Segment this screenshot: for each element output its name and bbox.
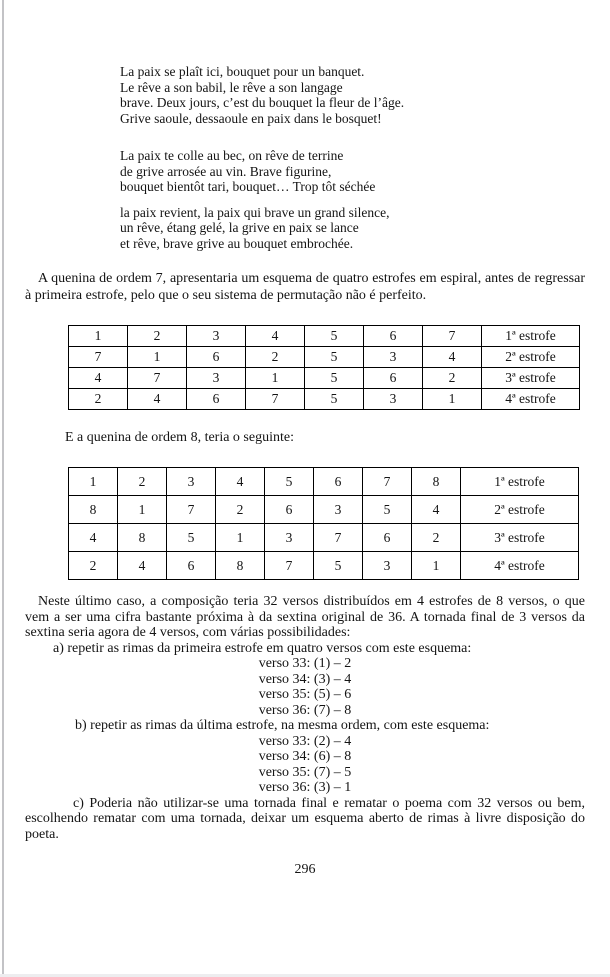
scan-edge-left	[2, 0, 4, 977]
table-cell: 1	[69, 326, 128, 347]
table-cell: 5	[265, 468, 314, 496]
table-cell: 3	[364, 389, 423, 410]
table-cell: 3	[187, 326, 246, 347]
table-row	[69, 368, 580, 389]
table-cell: 5	[363, 496, 412, 524]
table-cell: 7	[128, 368, 187, 389]
table-cell: 2	[69, 552, 118, 580]
table-cell: 4	[69, 368, 128, 389]
table-cell: 6	[265, 496, 314, 524]
table-cell: 8	[69, 496, 118, 524]
table-cell: 2	[423, 368, 482, 389]
poem-line: un rêve, étang gelé, la grive en paix se lance	[120, 220, 359, 235]
table-cell: 4	[246, 326, 305, 347]
table-row	[69, 326, 580, 347]
poem-line: Le rêve a son babil, le rêve a son langage	[120, 79, 343, 95]
verse-scheme-b	[25, 734, 585, 796]
poem-stanza	[120, 64, 585, 126]
table-cell: 5	[305, 368, 364, 389]
table-cell: 2	[69, 389, 128, 410]
table-row	[69, 496, 579, 524]
paragraph-quenina-7: A quenina de ordem 7, apresentaria um esquema de quatro estrofes em espiral, antes de regressar à primeira estrofe, pelo que o seu sistema de permutação não é perfeito.	[25, 271, 585, 303]
discussion-section	[25, 594, 585, 842]
verse-line: verso 36: (7) – 8	[258, 702, 352, 718]
stanza-label-cell: 3ª estrofe	[482, 368, 580, 389]
table-cell: 3	[364, 347, 423, 368]
table-cell: 4	[423, 347, 482, 368]
verse-line: verso 34: (3) – 4	[258, 671, 352, 687]
table-cell: 4	[128, 389, 187, 410]
poem-line: et rêve, brave grive au bouquet embrochée.	[120, 235, 354, 251]
table-cell: 7	[69, 347, 128, 368]
poem-line: de grive arrosée au vin. Brave figurine,	[120, 163, 332, 179]
poem-block	[120, 64, 585, 251]
table-cell: 3	[187, 368, 246, 389]
table-row	[69, 389, 580, 410]
stanza-label-cell: 1ª estrofe	[461, 468, 579, 496]
table-cell: 5	[305, 389, 364, 410]
table-cell: 1	[128, 347, 187, 368]
table-cell: 2	[118, 468, 167, 496]
stanza-label-cell: 2ª estrofe	[461, 496, 579, 524]
list-item-b: b) repetir as rimas da última estrofe, na mesma ordem, com este esquema:	[75, 718, 490, 733]
table-cell: 3	[314, 496, 363, 524]
table-cell: 5	[305, 326, 364, 347]
page-number: 296	[294, 862, 316, 877]
table-cell: 1	[69, 468, 118, 496]
poem-stanza	[120, 148, 585, 195]
poem-line: Grive saoule, dessaoule en paix dans le bosquet!	[120, 110, 382, 126]
table-cell: 2	[216, 496, 265, 524]
table-cell: 3	[167, 468, 216, 496]
table-cell: 3	[363, 552, 412, 580]
table-cell: 6	[314, 468, 363, 496]
verse-line: verso 35: (7) – 5	[258, 764, 352, 780]
table-cell: 5	[314, 552, 363, 580]
poem-stanza	[120, 205, 585, 252]
stanza-label-cell: 4ª estrofe	[482, 389, 580, 410]
table-cell: 4	[69, 524, 118, 552]
table-cell: 6	[187, 347, 246, 368]
table-row	[69, 468, 579, 496]
stanza-label-cell: 3ª estrofe	[461, 524, 579, 552]
page-content	[0, 64, 610, 878]
table-cell: 2	[246, 347, 305, 368]
table-cell: 4	[412, 496, 461, 524]
table-cell: 7	[246, 389, 305, 410]
verse-line: verso 34: (6) – 8	[258, 749, 352, 764]
table-cell: 8	[118, 524, 167, 552]
table-cell: 7	[265, 552, 314, 580]
poem-line: la paix revient, la paix qui brave un grand silence,	[120, 204, 390, 220]
quenina-order-7-table	[68, 325, 580, 410]
table-cell: 8	[216, 552, 265, 580]
poem-line: bouquet bientôt tari, bouquet… Trop tôt séchée	[120, 179, 376, 194]
table-cell: 1	[423, 389, 482, 410]
table-cell: 4	[216, 468, 265, 496]
table-cell: 7	[314, 524, 363, 552]
table-cell: 2	[412, 524, 461, 552]
list-item-c: c) Poderia não utilizar-se uma tornada final e rematar o poema com 32 versos ou bem, escolhendo rematar com uma tornada, deixar um esquema aberto de rimas à livre disposição do poeta.	[25, 795, 585, 842]
verse-scheme-a	[25, 656, 585, 718]
stanza-label-cell: 4ª estrofe	[461, 552, 579, 580]
verse-line: verso 33: (2) – 4	[258, 733, 352, 749]
table-cell: 6	[363, 524, 412, 552]
table-cell: 6	[364, 326, 423, 347]
table-cell: 2	[128, 326, 187, 347]
table-cell: 3	[265, 524, 314, 552]
table-row	[69, 552, 579, 580]
verse-line: verso 35: (5) – 6	[258, 687, 352, 702]
table-cell: 7	[423, 326, 482, 347]
verse-line: verso 33: (1) – 2	[258, 656, 352, 671]
poem-line: brave. Deux jours, c’est du bouquet la fleur de l’âge.	[120, 95, 405, 110]
paragraph-composicao: Neste último caso, a composição teria 32 versos distribuídos em 4 estrofes de 8 versos, o que vem a ser uma cifra bastante próxima à da sextina original de 36. A tornada final de 3 versos da sextina seria agora de 4 versos, com várias possibilidades:	[25, 594, 585, 640]
quenina-order-8-table	[68, 467, 579, 580]
table-cell: 1	[246, 368, 305, 389]
table-cell: 6	[187, 389, 246, 410]
table-cell: 7	[167, 496, 216, 524]
table-cell: 6	[167, 552, 216, 580]
table-cell: 5	[305, 347, 364, 368]
table-cell: 5	[167, 524, 216, 552]
stanza-label-cell: 1ª estrofe	[482, 326, 580, 347]
list-item-a: a) repetir as rimas da primeira estrofe em quatro versos com este esquema:	[53, 640, 472, 656]
table-cell: 1	[412, 552, 461, 580]
poem-line: La paix te colle au bec, on rêve de terrine	[120, 148, 344, 163]
table-row	[69, 524, 579, 552]
table-cell: 8	[412, 468, 461, 496]
poem-line: La paix se plaît ici, bouquet pour un banquet.	[120, 64, 365, 79]
paragraph-quenina-8-intro: E a quenina de ordem 8, teria o seguinte:	[65, 430, 294, 445]
table-cell: 1	[216, 524, 265, 552]
stanza-label-cell: 2ª estrofe	[482, 347, 580, 368]
table-cell: 4	[118, 552, 167, 580]
table-cell: 1	[118, 496, 167, 524]
table-cell: 6	[364, 368, 423, 389]
table-row	[69, 347, 580, 368]
table-cell: 7	[363, 468, 412, 496]
verse-line: verso 36: (3) – 1	[258, 780, 352, 795]
